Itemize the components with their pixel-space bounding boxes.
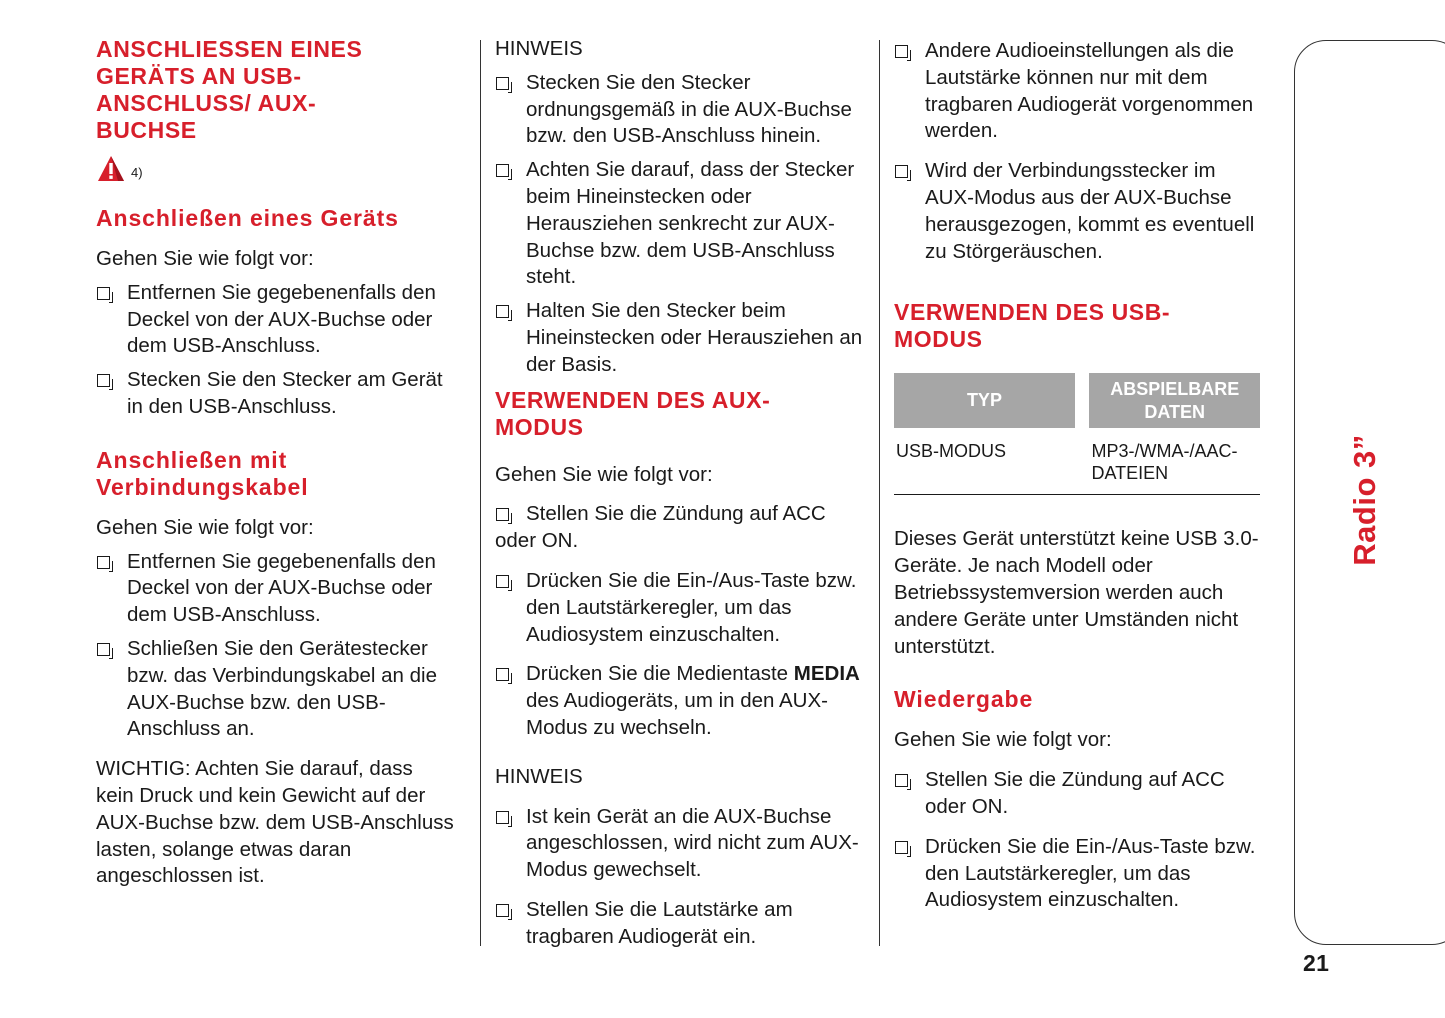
column-3 <box>894 38 1260 914</box>
intro-text: Gehen Sie wie folgt vor: <box>894 728 1112 752</box>
column-2 <box>495 36 863 951</box>
list-item: Stellen Sie die Zündung auf ACC oder ON. <box>894 767 1260 821</box>
column-divider <box>480 40 481 946</box>
intro-text: Gehen Sie wie folgt vor: <box>495 462 713 486</box>
checkbox-bullet-icon <box>97 643 110 656</box>
checkbox-bullet-icon <box>496 508 509 521</box>
intro-text: Gehen Sie wie folgt vor: <box>96 515 314 539</box>
important-note: WICHTIG: Achten Sie darauf, dass kein Druck und kein Gewicht auf der AUX-Buchse bzw. dem USB-Anschluss lasten, solange etwas daran angeschlossen ist. <box>96 757 454 888</box>
list-item: Drücken Sie die Ein-/Aus-Taste bzw. den Lautstärkeregler, um das Audiosystem einzuschalten. <box>495 568 863 648</box>
checkbox-bullet-icon <box>97 287 110 300</box>
note-label: HINWEIS <box>495 764 583 788</box>
checkbox-bullet-icon <box>496 668 509 681</box>
chapter-tab-label: Radio 3” <box>1347 434 1382 566</box>
checkbox-bullet-icon <box>496 575 509 588</box>
section-heading-usb-aux: ANSCHLIESSEN EINES GERÄTS AN USB-ANSCHLUSS/ AUX-BUCHSE <box>96 36 363 143</box>
subheading-playback: Wiedergabe <box>894 686 1034 713</box>
checkbox-bullet-icon <box>97 556 110 569</box>
intro-text: Gehen Sie wie folgt vor: <box>96 247 314 270</box>
checkbox-bullet-icon <box>496 77 509 90</box>
subheading-connect-device: Anschließen eines Geräts <box>96 205 399 231</box>
checkbox-bullet-icon <box>895 774 908 787</box>
table-header-type: TYP <box>894 373 1075 428</box>
list-item: Entfernen Sie gegebenenfalls den Deckel von der AUX-Buchse oder dem USB-Anschluss. <box>96 280 456 360</box>
section-heading-aux-mode: VERWENDEN DES AUX-MODUS <box>495 386 771 440</box>
checkbox-bullet-icon <box>97 374 110 387</box>
list-item: Andere Audioeinstellungen als die Lautstärke können nur mit dem tragbaren Audiogerät vorgenommen werden. <box>894 38 1260 145</box>
checkbox-bullet-icon <box>496 811 509 824</box>
usb-support-paragraph: Dieses Gerät unterstützt keine USB 3.0-Geräte. Je nach Modell oder Betriebssystemversion werden auch andere Geräte unter Umständen nicht unterstützt. <box>894 527 1259 658</box>
table-cell-type: USB-MODUS <box>894 428 1075 495</box>
checkbox-bullet-icon <box>895 165 908 178</box>
warning-ref-number: 4) <box>131 165 143 180</box>
page-number: 21 <box>1303 950 1330 976</box>
checkbox-bullet-icon <box>895 841 908 854</box>
note-label: HINWEIS <box>495 37 583 60</box>
list-item: Drücken Sie die Ein-/Aus-Taste bzw. den Lautstärkeregler, um das Audiosystem einzuschalten. <box>894 834 1260 914</box>
list-item: Stellen Sie die Lautstärke am tragbaren Audiogerät ein. <box>495 897 863 951</box>
list-item: Ist kein Gerät an die AUX-Buchse angeschlossen, wird nicht zum AUX-Modus gewechselt. <box>495 804 863 884</box>
playable-data-table <box>894 373 1260 495</box>
table-cell-data: MP3-/WMA-/AAC-DATEIEN <box>1089 428 1260 495</box>
media-key-label: MEDIA <box>793 662 860 686</box>
list-item: Drücken Sie die Medientaste MEDIA des Audiogeräts, um in den AUX-Modus zu wechseln. <box>495 661 863 741</box>
list-item: Stellen Sie die Zündung auf ACC oder ON. <box>495 502 826 553</box>
checkbox-bullet-icon <box>496 904 509 917</box>
section-heading-usb-mode: VERWENDEN DES USB-MODUS <box>894 299 1171 353</box>
list-item: Stecken Sie den Stecker ordnungsgemäß in die AUX-Buchse bzw. den USB-Anschluss hinein. <box>495 70 863 150</box>
checkbox-bullet-icon <box>895 45 908 58</box>
checkbox-bullet-icon <box>496 164 509 177</box>
list-item: Wird der Verbindungsstecker im AUX-Modus aus der AUX-Buchse herausgezogen, kommt es eventuell zu Störgeräuschen. <box>894 158 1260 265</box>
column-1 <box>96 36 456 890</box>
list-item: Halten Sie den Stecker beim Hineinstecken oder Herausziehen an der Basis. <box>495 298 863 378</box>
table-header-playable-data: ABSPIELBARE DATEN <box>1089 373 1260 428</box>
table-row <box>894 428 1260 495</box>
list-item: Stecken Sie den Stecker am Gerät in den USB-Anschluss. <box>96 367 456 421</box>
list-item: Entfernen Sie gegebenenfalls den Deckel von der AUX-Buchse oder dem USB-Anschluss. <box>96 549 456 629</box>
subheading-connect-cable: Anschließen mit Verbindungskabel <box>96 446 309 500</box>
warning-icon <box>96 154 126 184</box>
checkbox-bullet-icon <box>496 305 509 318</box>
list-item: Achten Sie darauf, dass der Stecker beim Hineinstecken oder Herausziehen senkrecht zur AUX-Buchse bzw. dem USB-Anschluss steht. <box>495 157 863 291</box>
column-divider <box>879 40 880 946</box>
warning-reference <box>96 154 456 184</box>
list-item: Schließen Sie den Gerätestecker bzw. das Verbindungskabel an die AUX-Buchse bzw. den USB-Anschluss an. <box>96 636 456 743</box>
table-header-row <box>894 373 1260 428</box>
